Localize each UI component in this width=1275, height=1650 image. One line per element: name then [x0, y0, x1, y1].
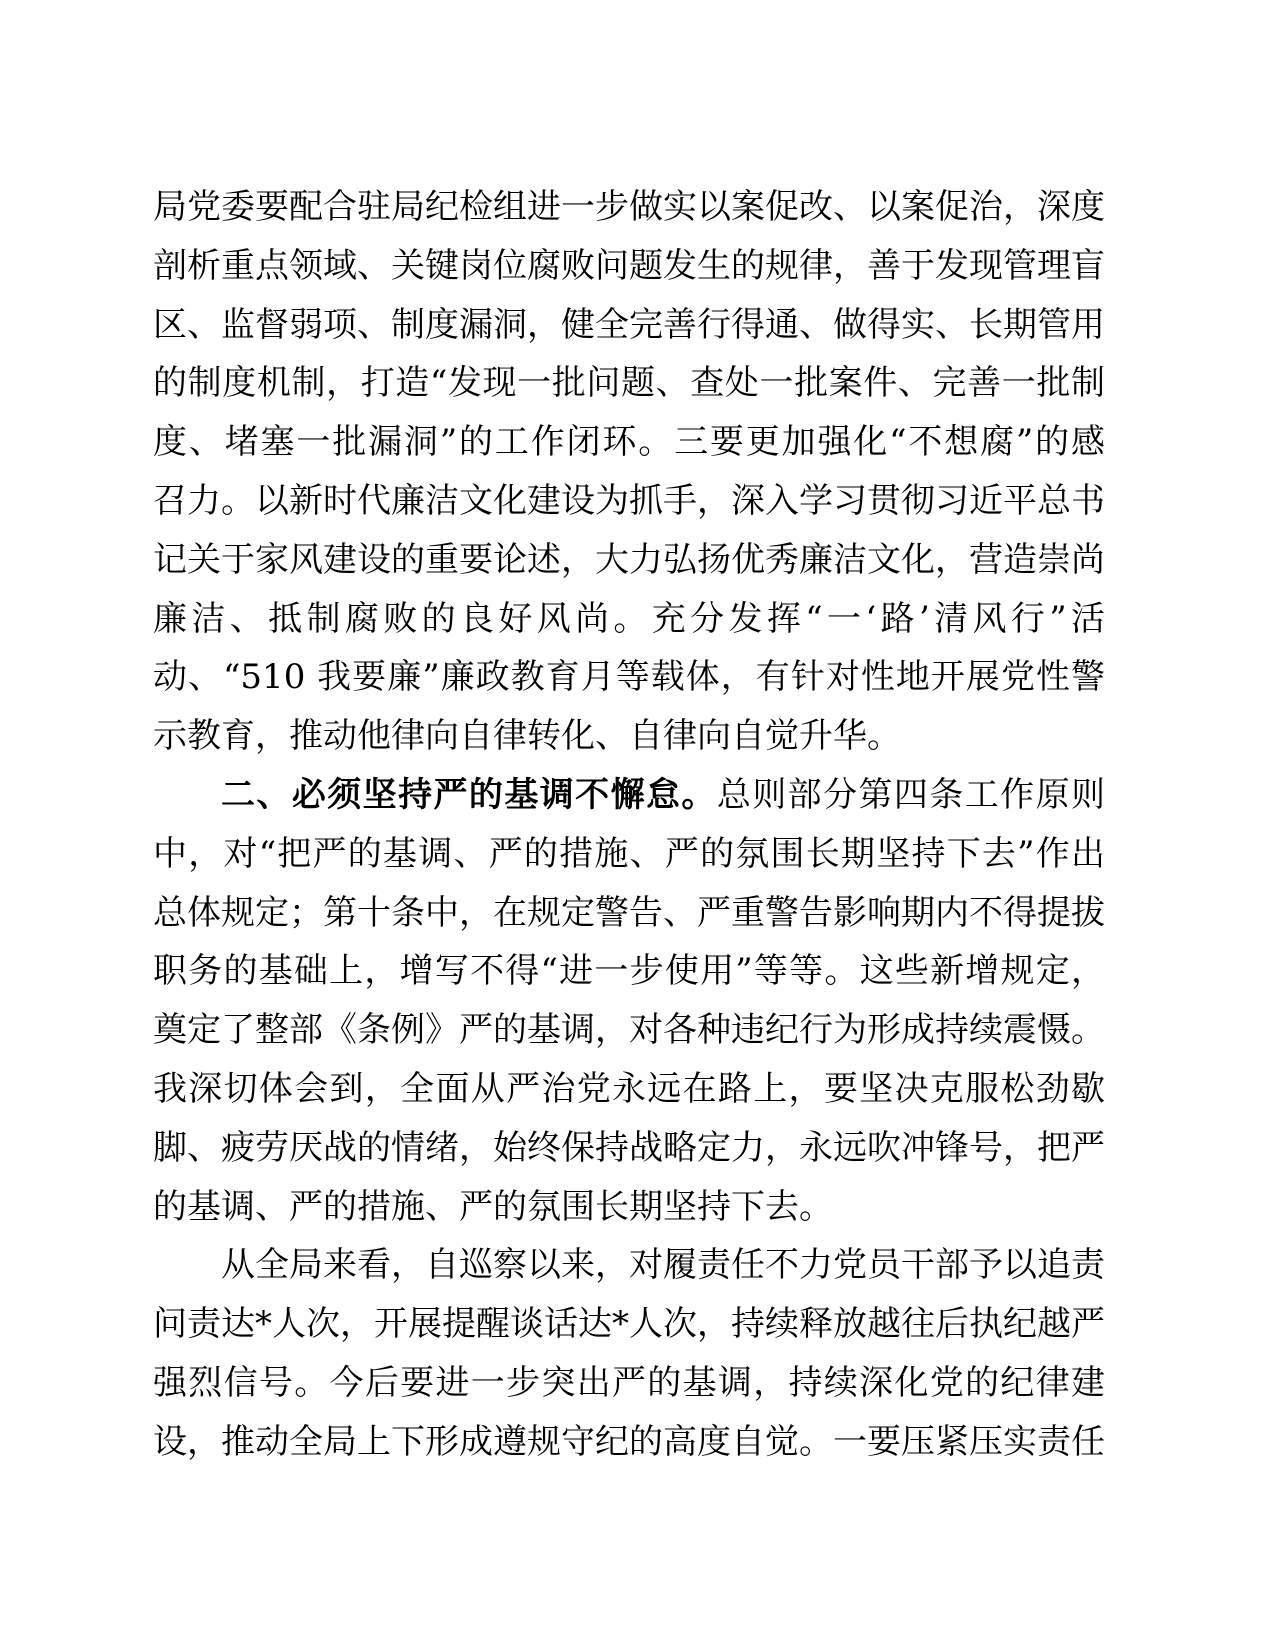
- text-line: 的基调、严的措施、严的氛围长期坚持下去。: [153, 1186, 833, 1227]
- text-run: 总则部分第四条工作原则: [716, 774, 1105, 815]
- text-line: 记关于家风建设的重要论述，大力弘扬优秀廉洁文化，营造崇尚: [153, 539, 1105, 580]
- body-text: [153, 178, 1105, 1472]
- text-line: 脚、疲劳厌战的情绪，始终保持战略定力，永远吹冲锋号，把严: [153, 1127, 1105, 1168]
- paragraph-first-line: 从全局来看，自巡察以来，对履责任不力党员干部予以追责: [221, 1245, 1105, 1286]
- text-line: 区、监督弱项、制度漏洞，健全完善行得通、做得实、长期管用: [153, 304, 1105, 345]
- text-line: 问责达*人次，开展提醒谈话达*人次，持续释放越往后执纪越严: [153, 1304, 1105, 1345]
- text-line: 召力。以新时代廉洁文化建设为抓手，深入学习贯彻习近平总书: [153, 480, 1105, 521]
- text-line: 局党委要配合驻局纪检组进一步做实以案促改、以案促治，深度: [153, 187, 1105, 227]
- section-heading: 二、必须坚持严的基调不懈怠。: [221, 774, 717, 815]
- text-line: 总体规定；第十条中，在规定警告、严重警告影响期内不得提拔: [153, 892, 1105, 933]
- text-line: 动、“510 我要廉”廉政教育月等载体，有针对性地开展党性警: [153, 657, 1105, 698]
- text-line: 设，推动全局上下形成遵规守纪的高度自觉。一要压紧压实责任: [153, 1421, 1105, 1462]
- text-line: 强烈信号。今后要进一步突出严的基调，持续深化党的纪律建: [153, 1362, 1105, 1403]
- paragraph-first-line: [153, 766, 1105, 825]
- text-line: 的制度机制，打造“发现一批问题、查处一批案件、完善一批制: [153, 363, 1105, 404]
- text-line: 示教育，推动他律向自律转化、自律向自觉升华。: [153, 716, 901, 757]
- text-line: 职务的基础上，增写不得“进一步使用”等等。这些新增规定，: [153, 951, 1105, 992]
- text-line: 度、堵塞一批漏洞”的工作闭环。三要更加强化“不想腐”的感: [153, 422, 1105, 463]
- text-line: 廉洁、抵制腐败的良好风尚。充分发挥“一‘路’清风行”活: [153, 598, 1105, 639]
- text-line: 中，对“把严的基调、严的措施、严的氛围长期坚持下去”作出: [153, 833, 1105, 874]
- text-line: 剖析重点领域、关键岗位腐败问题发生的规律，善于发现管理盲: [153, 245, 1105, 286]
- text-line: 我深切体会到，全面从严治党永远在路上，要坚决克服松劲歇: [153, 1068, 1105, 1109]
- text-line: 奠定了整部《条例》严的基调，对各种违纪行为形成持续震慑。: [153, 1010, 1105, 1051]
